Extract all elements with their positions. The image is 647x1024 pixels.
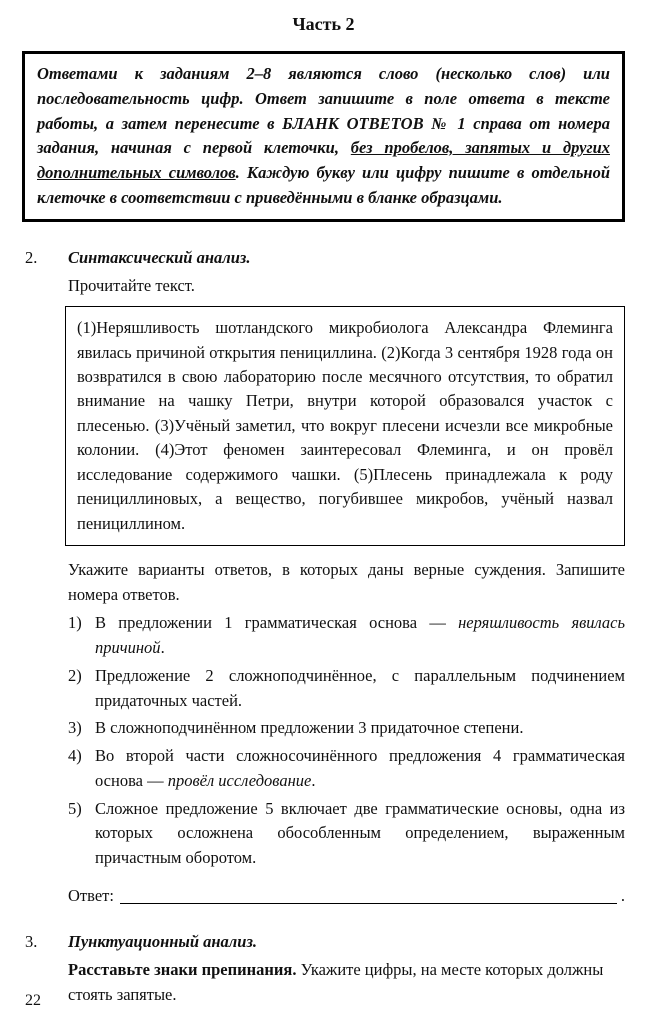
- instruction-text-segment: . Каждую букву или цифру пишите в отдельной клеточке в соответствии с приведёнными в бланке образцами.: [37, 163, 611, 207]
- option-item-1: [68, 611, 625, 661]
- task2-question: Укажите варианты ответов, в которых даны верные суждения. Запишите номера ответов.: [68, 559, 625, 604]
- option-number: 3): [68, 718, 82, 738]
- option-item-4: [68, 744, 625, 794]
- instruction-box: [22, 51, 625, 222]
- option-text-segment: .: [160, 638, 165, 658]
- option-number: 2): [68, 665, 82, 685]
- answers-form-reference: БЛАНК ОТВЕТОВ № 1: [282, 113, 466, 133]
- option-italic-segment: неряшливость явилась причиной: [95, 613, 625, 658]
- option-item-3: [68, 716, 625, 741]
- task3-header: [25, 932, 625, 952]
- task3-number: 3.: [25, 932, 38, 952]
- option-number: 4): [68, 746, 82, 766]
- option-text: [95, 716, 625, 741]
- task2-intro: Прочитайте текст.: [68, 275, 195, 295]
- answer-label: Ответ:: [68, 886, 114, 906]
- option-text-segment: Сложное предложение 5 включает две грамматические основы, одна из которых осложнена обособленным определением, выраженным причастным оборотом.: [95, 798, 625, 868]
- task2-options-list: [68, 611, 625, 871]
- instruction-text-segment: Ответами к заданиям 2–8 являются слово (несколько слов) или последовательность цифр. Ответ запишите в поле ответа в тексте работы, а затем перенесите в: [37, 64, 610, 133]
- task3-intro-bold: Расставьте знаки препинания.: [68, 960, 297, 980]
- option-italic-segment: провёл исследование: [167, 770, 312, 790]
- answer-period: .: [620, 886, 625, 906]
- task3-intro-rest: Укажите цифры, на месте которых должны стоять запятые.: [68, 960, 604, 1004]
- option-text-segment: .: [311, 770, 316, 790]
- task2-title: Синтаксический анализ.: [68, 247, 251, 267]
- option-text-segment: В предложении 1 грамматическая основа —: [95, 613, 459, 633]
- option-number: 1): [68, 613, 82, 633]
- answer-row: [68, 885, 625, 906]
- instruction-underlined-segment: без пробелов, запятых и других дополнительных символов: [37, 138, 610, 182]
- task2-number: 2.: [25, 247, 38, 267]
- option-text: [95, 611, 625, 661]
- answer-blank: [120, 885, 617, 904]
- option-item-5: [68, 797, 625, 871]
- task3-title: Пунктуационный анализ.: [68, 932, 258, 952]
- option-text: [95, 797, 625, 871]
- option-text: [95, 744, 625, 794]
- option-text-segment: В сложноподчинённом предложении 3 придаточное степени.: [95, 718, 524, 738]
- option-item-2: [68, 664, 625, 714]
- option-text-segment: Во второй части сложносочинённого предложения 4 грамматическая основа —: [95, 746, 625, 790]
- instruction-text-segment: справа от номера задания, начиная с первой клеточки,: [37, 113, 610, 158]
- option-text-segment: Предложение 2 сложноподчинённое, с параллельным подчинением придаточных частей.: [95, 665, 625, 710]
- part-title: Часть 2: [292, 14, 355, 34]
- task2-header: [25, 248, 625, 268]
- task2-reading-text: (1)Неряшливость шотландского микробиолога Александра Флеминга явилась причиной открытия пенициллина. (2)Когда 3 сентября 1928 года он возвратился в свою лабораторию после месячного отсутствия, то обратил внимание на чашку Петри, внутри которой образовался участок с плесенью. (3)Учёный заметил, что вокруг плесени исчезли все микробные колонии. (4)Этот феномен заинтересовал Флеминга, и он провёл исследование содержимого чашки. (5)Плесень принадлежала к роду пенициллиновых, а вещество, погубившее микробов, учёный назвал пенициллином.: [65, 306, 625, 546]
- task3-intro: [68, 958, 625, 1008]
- page-number: 22: [25, 992, 41, 1009]
- option-number: 5): [68, 798, 82, 818]
- option-text: [95, 664, 625, 714]
